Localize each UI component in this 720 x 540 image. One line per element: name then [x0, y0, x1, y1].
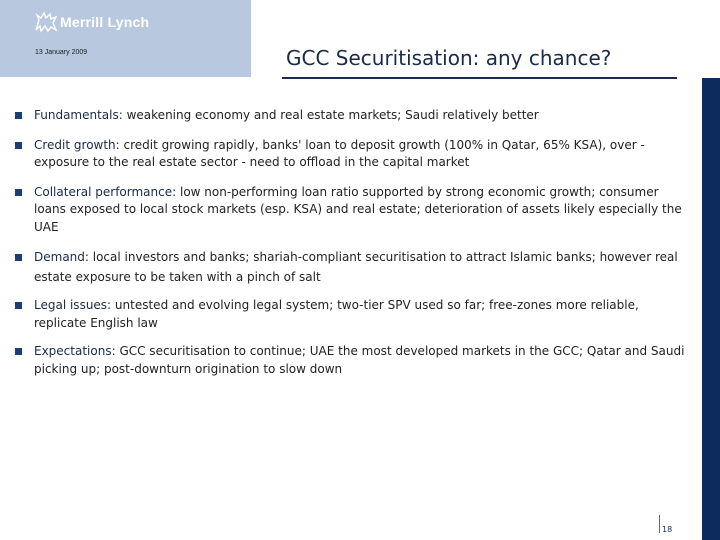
bullet-square-icon	[15, 112, 22, 119]
presentation-date: 13 January 2009	[35, 49, 88, 56]
side-accent-bar	[702, 78, 720, 540]
page-number-divider	[659, 515, 660, 533]
bullet-list	[15, 107, 685, 378]
slide-title: GCC Securitisation: any chance?	[286, 46, 612, 70]
bullet-item	[15, 184, 685, 237]
title-underline	[282, 77, 677, 79]
brand-name: Merrill Lynch	[60, 14, 150, 30]
bullet-lead: Demand:	[34, 250, 89, 264]
bullet-item	[15, 247, 685, 287]
logo-panel	[0, 0, 251, 77]
bullet-text: GCC securitisation to continue; UAE the most developed markets in the GCC; Qatar and Saudi picking up; post-downturn origination to slow down	[34, 344, 685, 376]
bullet-item	[15, 343, 685, 378]
bullet-lead: Expectations:	[34, 344, 116, 358]
bullet-text: low non-performing loan ratio supported by strong economic growth; consumer loans exposed to local stock markets (esp. KSA) and real estate; deterioration of assets likely especially the UAE	[34, 184, 682, 234]
bullet-lead: Legal issues:	[34, 298, 112, 312]
bullet-lead: Fundamentals:	[34, 108, 123, 122]
bullet-text: weakening economy and real estate markets; Saudi relatively better	[122, 108, 539, 122]
bullet-text: credit growing rapidly, banks' loan to deposit growth (100% in Qatar, 65% KSA), over -exposure to the real estate sector - need to offload in the capital market	[34, 137, 645, 169]
bullet-square-icon	[15, 254, 22, 261]
bullet-square-icon	[15, 142, 22, 149]
bullet-item	[15, 137, 685, 172]
bullet-square-icon	[15, 189, 22, 196]
bullet-text: untested and evolving legal system; two-tier SPV used so far; free-zones more reliable, replicate English law	[34, 298, 639, 330]
bullet-square-icon	[15, 302, 22, 309]
bullet-text: local investors and banks; shariah-compliant securitisation to attract Islamic banks; however real estate exposure to be taken with a pinch of salt	[34, 250, 678, 284]
bullet-lead: Collateral performance:	[34, 184, 177, 199]
bullet-square-icon	[15, 348, 22, 355]
bullet-item	[15, 297, 685, 332]
bullet-lead: Credit growth:	[34, 137, 120, 152]
bullet-item	[15, 107, 685, 125]
page-number: 18	[662, 525, 673, 534]
bull-icon	[34, 10, 58, 34]
